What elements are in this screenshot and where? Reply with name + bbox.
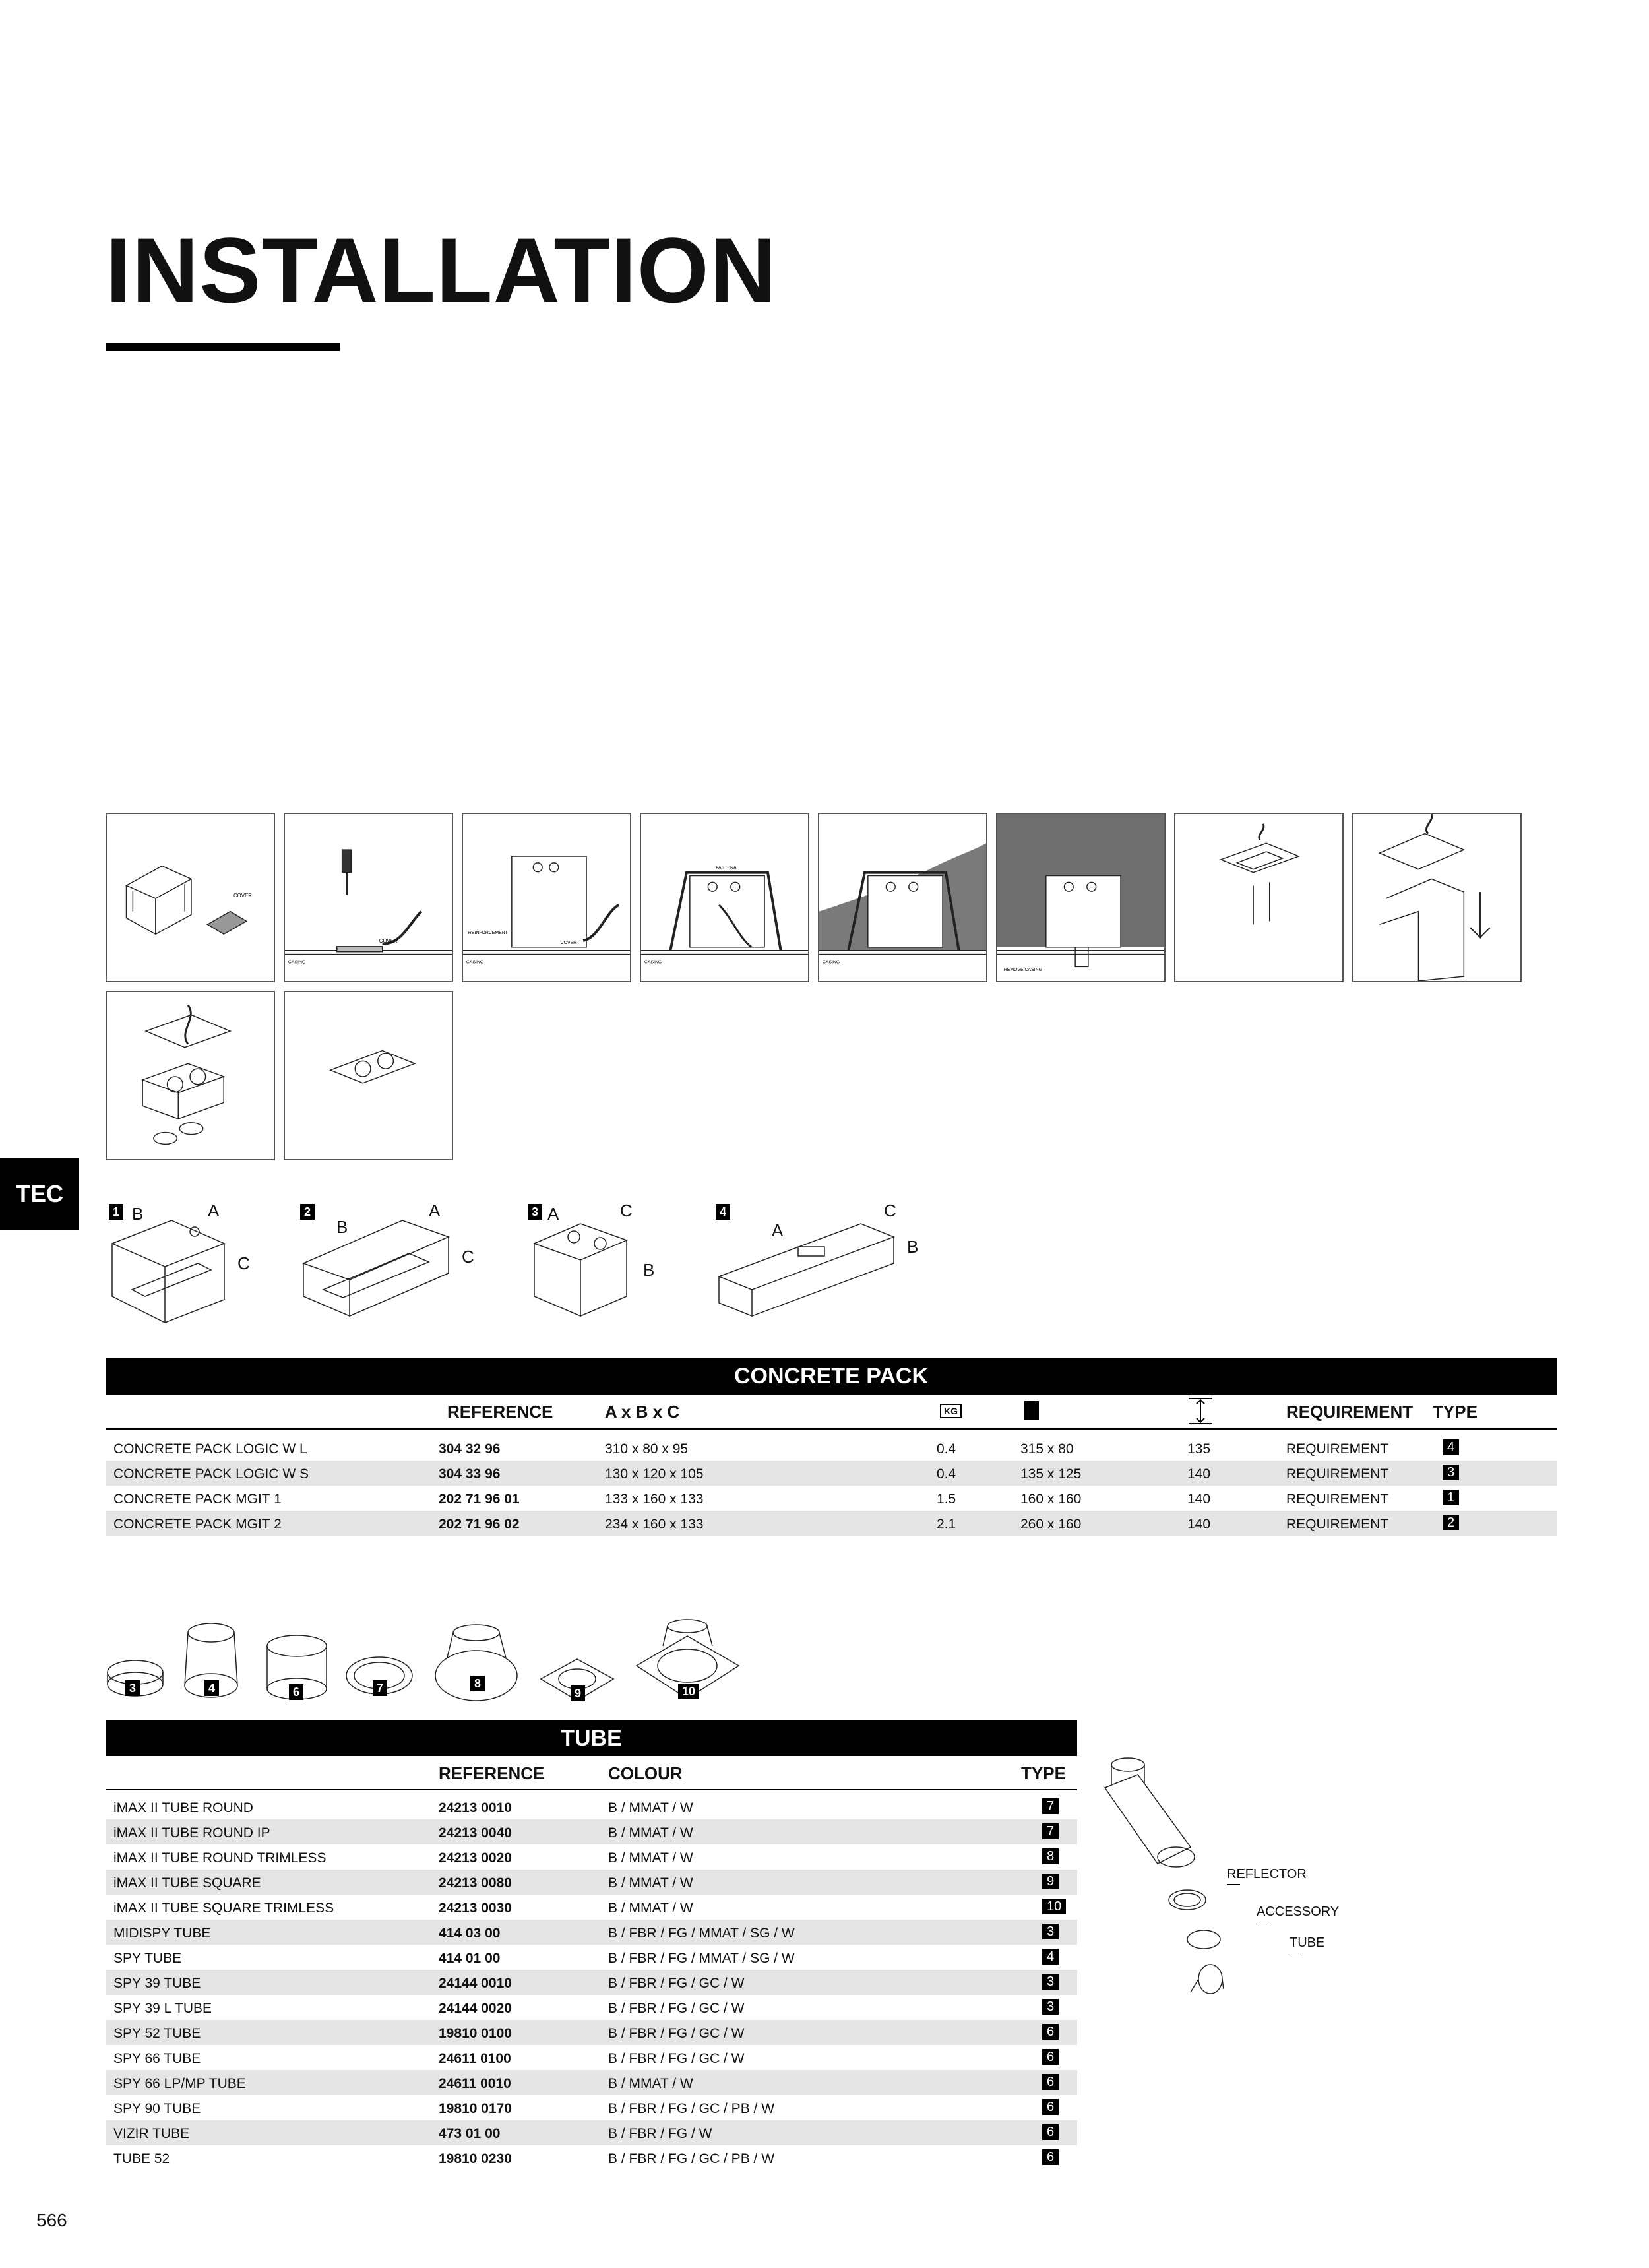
reference-code: 24144 0020 [439,2001,512,2016]
step-3-illustration [463,814,630,981]
weight-kg-icon: KG [940,1404,962,1418]
dim-label-c: C [620,1201,633,1220]
table-row [106,1486,1557,1511]
cutout: 160 x 160 [1020,1492,1082,1507]
product-name: iMAX II TUBE ROUND IP [113,1825,270,1841]
accessory-9 [538,1649,617,1705]
pack-figure-1 [106,1197,257,1336]
leader-line [1227,1884,1240,1885]
step-7-illustration [1175,814,1342,981]
reference-code: 24213 0040 [439,1825,512,1841]
reference-code: 24611 0100 [439,2051,511,2066]
product-name: SPY 66 TUBE [113,2051,201,2066]
step-7-panel [1174,813,1344,982]
header-reference: REFERENCE [439,1763,545,1783]
pack-number-badge: 3 [528,1204,542,1220]
dim-label-b: B [132,1204,144,1224]
step-5-illustration [819,814,986,981]
step-9-illustration [107,992,274,1159]
reference-code: 304 33 96 [439,1466,501,1482]
reference-code: 19810 0230 [439,2151,512,2166]
type-badge: 10 [1042,1899,1066,1914]
colour-options: B / MMAT / W [608,1875,693,1891]
step-3-panel [462,813,631,982]
reference-code: 24213 0080 [439,1875,512,1891]
product-name: CONCRETE PACK LOGIC W S [113,1466,309,1482]
table-row [106,2120,1077,2145]
dim-label-a: A [547,1204,559,1224]
table-row [106,1844,1077,1870]
pack-3-drawing [528,1217,646,1336]
colour-options: B / FBR / FG / GC / W [608,2026,745,2041]
type-badge: 6 [1042,2074,1059,2090]
recess-depth: 140 [1187,1492,1211,1507]
header-dimensions: A x B x C [605,1402,680,1422]
header-colour: COLOUR [608,1763,683,1783]
reference-code: 24213 0010 [439,1800,512,1815]
colour-options: B / FBR / FG / GC / W [608,2051,745,2066]
step-6-illustration [997,814,1164,981]
product-name: MIDISPY TUBE [113,1926,211,1941]
accessory-3 [102,1646,168,1705]
product-name: CONCRETE PACK LOGIC W L [113,1441,307,1457]
weight: 1.5 [937,1492,956,1507]
colour-options: B / MMAT / W [608,1825,693,1841]
header-requirement: REQUIREMENT [1286,1402,1414,1422]
dimensions: 234 x 160 x 133 [605,1517,704,1532]
casing-label: CASING [644,960,662,965]
product-name: iMAX II TUBE SQUARE TRIMLESS [113,1901,334,1916]
type-badge: 7 [1042,1823,1059,1839]
product-name: SPY 39 L TUBE [113,2001,212,2016]
reference-code: 202 71 96 01 [439,1492,520,1507]
table-row [106,1970,1077,1995]
type-badge: 6 [289,1684,303,1700]
colour-options: B / MMAT / W [608,2076,693,2091]
weight: 2.1 [937,1517,956,1532]
colour-options: B / MMAT / W [608,1901,693,1916]
dim-label-a: A [772,1220,784,1240]
type-badge: 3 [1042,1974,1059,1990]
step-2-illustration [285,814,452,981]
type-badge: 6 [1042,2124,1059,2140]
product-name: CONCRETE PACK MGIT 2 [113,1517,282,1532]
step-4-illustration [641,814,808,981]
header-rule [106,1789,1077,1790]
cutout: 135 x 125 [1020,1466,1082,1482]
type-badge: 4 [1042,1949,1059,1965]
product-name: iMAX II TUBE SQUARE [113,1875,261,1891]
step-9-panel [106,991,275,1160]
colour-options: B / FBR / FG / GC / W [608,2001,745,2016]
dim-label-b: B [907,1237,919,1257]
pack-number-badge: 1 [109,1204,123,1220]
accessory-4 [178,1620,244,1705]
step-5-panel [818,813,987,982]
type-badge: 7 [1042,1798,1059,1814]
page-title: INSTALLATION [106,218,777,322]
table-row [106,1920,1077,1945]
accessory-7 [343,1639,416,1705]
recess-depth: 135 [1187,1441,1211,1457]
step-4-panel [640,813,809,982]
colour-options: B / FBR / FG / GC / PB / W [608,2151,775,2166]
reference-code: 473 01 00 [439,2126,501,2141]
type-badge: 7 [373,1680,387,1696]
trimless-round-drawing [432,1620,521,1705]
pack-figure-3 [528,1197,660,1336]
reflector-label: REFLECTOR [1227,1867,1307,1881]
concrete-pack-title: CONCRETE PACK [106,1358,1557,1395]
cutout: 260 x 160 [1020,1517,1082,1532]
type-badge: 2 [1443,1515,1459,1530]
cover-label: COVER [560,940,577,945]
requirement: REQUIREMENT [1286,1466,1389,1482]
product-name: SPY 52 TUBE [113,2026,201,2041]
reference-code: 19810 0100 [439,2026,512,2041]
requirement: REQUIREMENT [1286,1517,1389,1532]
reference-code: 24213 0030 [439,1901,512,1916]
reference-code: 414 01 00 [439,1951,501,1966]
table-row [106,1945,1077,1970]
colour-options: B / FBR / FG / GC / PB / W [608,2101,775,2116]
product-name: SPY TUBE [113,1951,182,1966]
dim-label-c: C [462,1247,474,1267]
reference-code: 202 71 96 02 [439,1517,520,1532]
weight: 0.4 [937,1466,956,1482]
header-reference: REFERENCE [447,1402,553,1422]
header-type: TYPE [1021,1763,1066,1783]
accessory-10 [633,1616,742,1705]
product-name: iMAX II TUBE ROUND [113,1800,253,1815]
dim-label-c: C [884,1201,896,1220]
type-badge: 6 [1042,2024,1059,2040]
type-badge: 9 [1042,1874,1059,1889]
dim-label-a: A [429,1201,441,1220]
type-badge: 10 [678,1684,699,1699]
type-badge: 4 [204,1680,219,1696]
pack-1-drawing [106,1217,257,1336]
product-name: SPY 66 LP/MP TUBE [113,2076,246,2091]
product-name: SPY 39 TUBE [113,1976,201,1991]
tube-label: TUBE [1290,1936,1325,1950]
step-2-panel [284,813,453,982]
tube-title: TUBE [106,1720,1077,1756]
type-badge: 3 [1042,1924,1059,1939]
remove-casing-label: REMOVE CASING [1003,968,1042,973]
table-row [106,2045,1077,2070]
table-row [106,2095,1077,2120]
table-row [106,1794,1077,1819]
table-row [106,2020,1077,2045]
cutout-icon [1024,1401,1039,1420]
casing-label: CASING [822,960,840,965]
recess-depth-icon [1187,1397,1214,1425]
pack-4-drawing [716,1217,907,1336]
reinforcement-label: REINFORCEMENT [468,931,508,936]
product-name: CONCRETE PACK MGIT 1 [113,1492,282,1507]
section-tab: TEC [0,1158,79,1230]
step-1-illustration [107,814,274,981]
header-rule [106,1428,1557,1430]
pack-number-badge: 2 [300,1204,315,1220]
step-8-illustration [1353,814,1520,981]
pack-2-drawing [297,1217,468,1336]
title-underline [106,343,340,351]
type-badge: 3 [1443,1465,1459,1480]
colour-options: B / FBR / FG / MMAT / SG / W [608,1926,795,1941]
cover-label: COVER [233,893,252,899]
accessory-6 [264,1633,330,1705]
requirement: REQUIREMENT [1286,1441,1389,1457]
dim-label-b: B [643,1260,655,1280]
table-row [106,1435,1557,1461]
table-row [106,1819,1077,1844]
reference-code: 19810 0170 [439,2101,512,2116]
step-8-panel [1352,813,1522,982]
table-row [106,1461,1557,1486]
type-badge: 8 [1042,1848,1059,1864]
step-6-panel [996,813,1166,982]
dimensions: 133 x 160 x 133 [605,1492,704,1507]
weight: 0.4 [937,1441,956,1457]
product-name: VIZIR TUBE [113,2126,190,2141]
ring-drawing [102,1646,168,1705]
colour-options: B / FBR / FG / GC / W [608,1976,745,1991]
reference-code: 24213 0020 [439,1850,512,1866]
type-badge: 3 [1042,1999,1059,2015]
table-row [106,1995,1077,2020]
step-1-panel [106,813,275,982]
product-name: SPY 90 TUBE [113,2101,201,2116]
dimensions: 310 x 80 x 95 [605,1441,689,1457]
page-number: 566 [36,2210,67,2230]
product-name: iMAX II TUBE ROUND TRIMLESS [113,1850,327,1866]
reference-code: 24611 0010 [439,2076,511,2091]
reference-code: 24144 0010 [439,1976,512,1991]
dim-label-b: B [336,1217,348,1237]
step-10-illustration [285,992,452,1159]
colour-options: B / MMAT / W [608,1850,693,1866]
table-row [106,1511,1557,1536]
reference-code: 304 32 96 [439,1441,501,1457]
type-badge: 1 [1443,1490,1459,1505]
table-row [106,2070,1077,2095]
type-badge: 3 [125,1680,140,1696]
type-badge: 8 [470,1676,485,1691]
requirement: REQUIREMENT [1286,1492,1389,1507]
pack-figure-4 [716,1197,933,1336]
type-badge: 6 [1042,2099,1059,2115]
reference-code: 414 03 00 [439,1926,501,1941]
type-badge: 9 [571,1685,585,1701]
cutout: 315 x 80 [1020,1441,1074,1457]
casing-label: CASING [288,960,306,965]
dim-label-c: C [237,1253,250,1273]
recess-depth: 140 [1187,1466,1211,1482]
accessory-label: ACCESSORY [1257,1905,1340,1919]
type-badge: 4 [1443,1439,1459,1455]
type-badge: 6 [1042,2149,1059,2165]
pack-figure-2 [297,1197,474,1336]
step-10-panel [284,991,453,1160]
table-row [106,1870,1077,1895]
cover-label: COVER [379,937,398,944]
product-name: TUBE 52 [113,2151,170,2166]
accessory-8 [432,1620,521,1705]
table-row [106,2145,1077,2170]
table-row [106,1895,1077,1920]
fastena-label: FASTENA [716,866,737,871]
dimensions: 130 x 120 x 105 [605,1466,704,1482]
colour-options: B / MMAT / W [608,1800,693,1815]
type-badge: 6 [1042,2049,1059,2065]
colour-options: B / FBR / FG / W [608,2126,712,2141]
casing-label: CASING [466,960,484,965]
colour-options: B / FBR / FG / MMAT / SG / W [608,1951,795,1966]
header-type: TYPE [1433,1402,1478,1422]
exploded-tube-drawing [1092,1748,1224,2005]
pack-number-badge: 4 [716,1204,730,1220]
recess-depth: 140 [1187,1517,1211,1532]
dim-label-a: A [208,1201,220,1220]
